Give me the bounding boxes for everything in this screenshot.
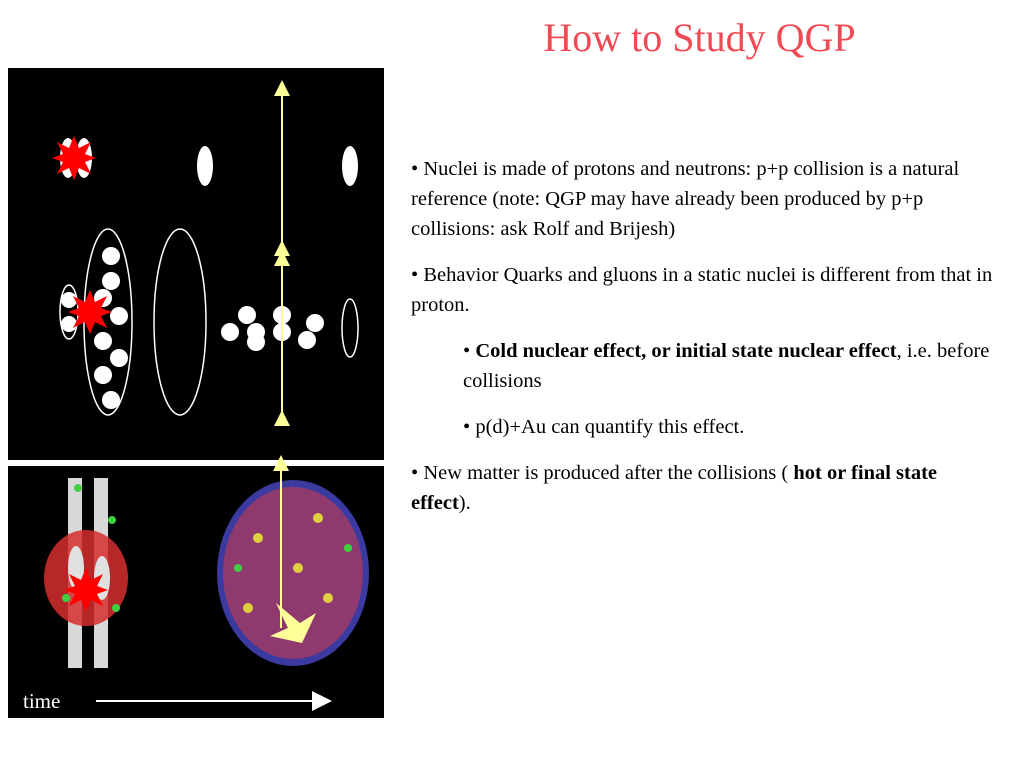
bullet-3 xyxy=(411,458,1001,518)
bullet-3-post: ). xyxy=(458,492,471,514)
collision-figure xyxy=(8,68,384,718)
row-separator xyxy=(8,460,384,466)
sub-bullet-1-bold: Cold nuclear effect, or initial state nuclear effect xyxy=(475,340,897,362)
bullet-1-text: Nuclei is made of protons and neutrons: p+p collision is a natural reference (note: QGP may have already been produced by p+p collisions: ask Rolf and Brijesh) xyxy=(411,158,960,240)
deuteron-outgoing-outline xyxy=(342,299,358,357)
bullet-2-marker: • xyxy=(411,264,424,286)
collision-flash-icon xyxy=(52,136,96,180)
bullet-3-marker: • xyxy=(411,462,424,484)
bullet-3-bold: hot or final state effect xyxy=(411,462,938,514)
time-label: time xyxy=(23,689,61,713)
bullet-list xyxy=(411,154,1001,534)
title-area xyxy=(0,14,1024,61)
dau-collision-row xyxy=(60,229,358,418)
pp-collision-row xyxy=(52,88,358,248)
slide-title: How to Study QGP xyxy=(543,15,856,60)
proton-outgoing-left xyxy=(197,146,213,186)
bullet-2 xyxy=(411,260,1001,320)
sub-bullet-1-rest: , i.e. before collisions xyxy=(463,340,990,392)
sub-bullet-2 xyxy=(411,412,1001,442)
auau-collision-row xyxy=(44,463,369,668)
gold-nucleus-outgoing xyxy=(154,229,206,415)
bullet-3-text: New matter is produced after the collisions ( xyxy=(423,462,794,484)
bullet-1 xyxy=(411,154,1001,244)
proton-outgoing-right xyxy=(342,146,358,186)
bullet-1-marker: • xyxy=(411,158,424,180)
sub-bullet-1 xyxy=(411,336,1001,396)
sub-bullet-2-marker: • xyxy=(463,416,476,438)
bullet-2-text: Behavior Quarks and gluons in a static nuclei is different from that in proton. xyxy=(411,264,993,316)
sub-bullet-2-text: p(d)+Au can quantify this effect. xyxy=(475,416,745,438)
collision-diagram xyxy=(8,68,384,718)
sub-bullet-1-marker: • xyxy=(463,340,476,362)
